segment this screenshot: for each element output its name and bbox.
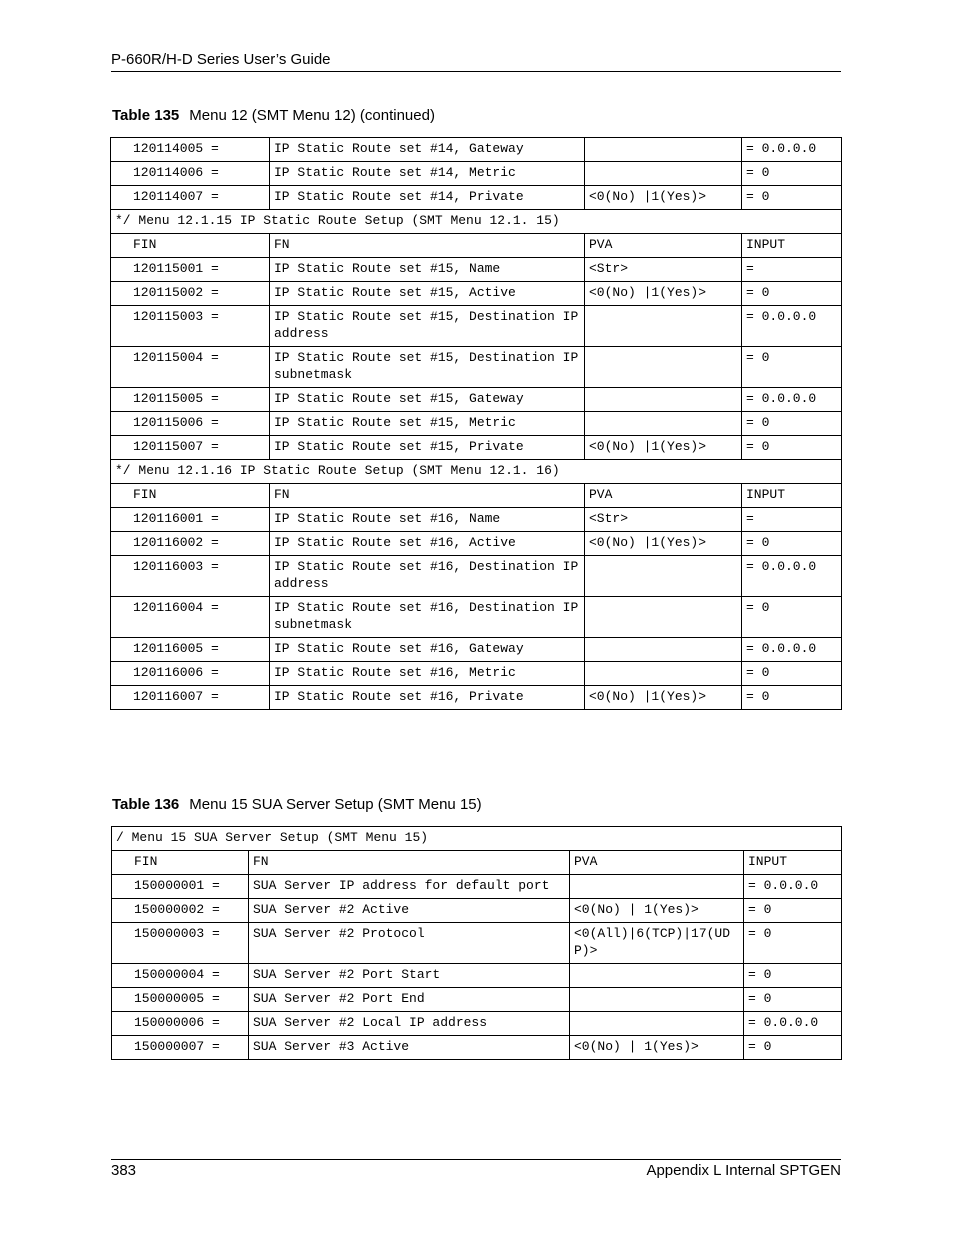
fin-cell: 120116007 = xyxy=(111,686,270,710)
table-136 xyxy=(111,826,842,1060)
table-row xyxy=(111,388,842,412)
section-row xyxy=(111,460,842,484)
header-rule xyxy=(111,71,841,72)
pva-cell: <0(No) |1(Yes)> xyxy=(585,282,742,306)
pva-cell xyxy=(585,388,742,412)
table-row xyxy=(112,964,842,988)
input-cell: = 0.0.0.0 xyxy=(742,138,842,162)
footer-section: Appendix L Internal SPTGEN xyxy=(646,1162,841,1179)
fn-cell: SUA Server #2 Protocol xyxy=(249,923,570,964)
running-header: P-660R/H-D Series User’s Guide xyxy=(111,51,331,68)
input-cell: = 0 xyxy=(744,988,842,1012)
pva-cell: <0(No) | 1(Yes)> xyxy=(570,899,744,923)
fn-cell: FN xyxy=(270,484,585,508)
input-cell: = 0 xyxy=(742,662,842,686)
input-cell: = 0 xyxy=(744,923,842,964)
fn-cell: FN xyxy=(270,234,585,258)
table-row xyxy=(112,1036,842,1060)
pva-cell xyxy=(585,306,742,347)
fn-cell: IP Static Route set #16, Gateway xyxy=(270,638,585,662)
fn-cell: FN xyxy=(249,851,570,875)
pva-cell: <Str> xyxy=(585,508,742,532)
table-row xyxy=(111,686,842,710)
fin-cell: 150000006 = xyxy=(112,1012,249,1036)
pva-cell xyxy=(585,162,742,186)
section-cell: */ Menu 12.1.15 IP Static Route Setup (SMT Menu 12.1. 15) xyxy=(111,210,842,234)
table-135-number: Table 135 xyxy=(112,107,180,124)
input-cell: = 0 xyxy=(744,1036,842,1060)
input-cell: = 0 xyxy=(742,686,842,710)
fin-cell: FIN xyxy=(111,234,270,258)
fin-cell: FIN xyxy=(111,484,270,508)
table-row xyxy=(111,306,842,347)
input-cell: = 0 xyxy=(742,597,842,638)
fin-cell: 120114005 = xyxy=(111,138,270,162)
fn-cell: IP Static Route set #14, Private xyxy=(270,186,585,210)
pva-cell: <0(No) |1(Yes)> xyxy=(585,686,742,710)
fn-cell: SUA Server #2 Port End xyxy=(249,988,570,1012)
table-row xyxy=(111,138,842,162)
table-row xyxy=(112,1012,842,1036)
pva-cell: PVA xyxy=(570,851,744,875)
table-row xyxy=(111,347,842,388)
section-row xyxy=(112,827,842,851)
fn-cell: SUA Server #3 Active xyxy=(249,1036,570,1060)
table-row xyxy=(111,508,842,532)
pva-cell xyxy=(585,556,742,597)
fin-cell: 120115007 = xyxy=(111,436,270,460)
page-number: 383 xyxy=(111,1162,137,1179)
fin-cell: 150000001 = xyxy=(112,875,249,899)
pva-cell: <0(No) |1(Yes)> xyxy=(585,186,742,210)
table-row xyxy=(111,282,842,306)
table-row xyxy=(111,412,842,436)
pva-cell xyxy=(585,662,742,686)
fn-cell: IP Static Route set #14, Gateway xyxy=(270,138,585,162)
pva-cell xyxy=(570,964,744,988)
table-row xyxy=(112,923,842,964)
pva-cell: <0(No) | 1(Yes)> xyxy=(570,1036,744,1060)
input-cell: = 0.0.0.0 xyxy=(742,388,842,412)
fin-cell: 150000004 = xyxy=(112,964,249,988)
fin-cell: 120116002 = xyxy=(111,532,270,556)
fn-cell: SUA Server IP address for default port xyxy=(249,875,570,899)
fin-cell: 150000002 = xyxy=(112,899,249,923)
input-cell: = 0 xyxy=(742,162,842,186)
table-135-caption xyxy=(112,107,435,124)
input-cell: = 0 xyxy=(742,347,842,388)
input-cell: INPUT xyxy=(744,851,842,875)
table-row xyxy=(111,597,842,638)
fin-cell: 150000005 = xyxy=(112,988,249,1012)
fin-cell: 150000007 = xyxy=(112,1036,249,1060)
fn-cell: IP Static Route set #16, Name xyxy=(270,508,585,532)
fn-cell: IP Static Route set #15, Destination IP subnetmask xyxy=(270,347,585,388)
fn-cell: SUA Server #2 Active xyxy=(249,899,570,923)
table-row xyxy=(111,186,842,210)
pva-cell xyxy=(585,412,742,436)
pva-cell: <0(No) |1(Yes)> xyxy=(585,436,742,460)
section-row xyxy=(111,210,842,234)
input-cell: = 0.0.0.0 xyxy=(744,1012,842,1036)
fn-cell: SUA Server #2 Port Start xyxy=(249,964,570,988)
table-row xyxy=(111,556,842,597)
fin-cell: 120115001 = xyxy=(111,258,270,282)
input-cell: = 0.0.0.0 xyxy=(742,556,842,597)
fin-cell: FIN xyxy=(112,851,249,875)
input-cell: = 0 xyxy=(742,412,842,436)
input-cell: = 0.0.0.0 xyxy=(744,875,842,899)
fin-cell: 120115004 = xyxy=(111,347,270,388)
fin-cell: 120116003 = xyxy=(111,556,270,597)
pva-cell: PVA xyxy=(585,234,742,258)
pva-cell: <Str> xyxy=(585,258,742,282)
input-cell: = xyxy=(742,258,842,282)
fn-cell: IP Static Route set #16, Metric xyxy=(270,662,585,686)
pva-cell xyxy=(570,1012,744,1036)
section-cell: / Menu 15 SUA Server Setup (SMT Menu 15) xyxy=(112,827,842,851)
fin-cell: 120114006 = xyxy=(111,162,270,186)
table-row xyxy=(112,875,842,899)
fn-cell: IP Static Route set #16, Destination IP subnetmask xyxy=(270,597,585,638)
pva-cell xyxy=(570,875,744,899)
pva-cell: PVA xyxy=(585,484,742,508)
table-136-title: Menu 15 SUA Server Setup (SMT Menu 15) xyxy=(189,796,482,813)
table-row xyxy=(111,436,842,460)
table-136-caption xyxy=(112,796,482,813)
pva-cell xyxy=(585,347,742,388)
fin-cell: 150000003 = xyxy=(112,923,249,964)
input-cell: = 0 xyxy=(742,186,842,210)
fn-cell: IP Static Route set #15, Metric xyxy=(270,412,585,436)
table-row xyxy=(111,638,842,662)
fin-cell: 120116005 = xyxy=(111,638,270,662)
input-cell: = 0.0.0.0 xyxy=(742,306,842,347)
fn-cell: IP Static Route set #16, Private xyxy=(270,686,585,710)
table-135-title: Menu 12 (SMT Menu 12) (continued) xyxy=(189,107,435,124)
input-cell: = 0 xyxy=(744,899,842,923)
pva-cell xyxy=(585,138,742,162)
fin-cell: 120114007 = xyxy=(111,186,270,210)
pva-cell: <0(No) |1(Yes)> xyxy=(585,532,742,556)
table-row xyxy=(112,899,842,923)
table-row xyxy=(111,662,842,686)
table-row xyxy=(111,484,842,508)
input-cell: = 0 xyxy=(742,436,842,460)
table-row xyxy=(112,851,842,875)
footer-rule xyxy=(111,1159,841,1160)
fn-cell: IP Static Route set #15, Destination IP address xyxy=(270,306,585,347)
table-row xyxy=(111,162,842,186)
fn-cell: IP Static Route set #16, Destination IP address xyxy=(270,556,585,597)
input-cell: = 0 xyxy=(742,282,842,306)
fn-cell: IP Static Route set #15, Gateway xyxy=(270,388,585,412)
pva-cell xyxy=(585,638,742,662)
input-cell: = 0 xyxy=(742,532,842,556)
input-cell: INPUT xyxy=(742,234,842,258)
input-cell: INPUT xyxy=(742,484,842,508)
input-cell: = xyxy=(742,508,842,532)
table-row xyxy=(111,532,842,556)
pva-cell xyxy=(570,988,744,1012)
table-row xyxy=(111,234,842,258)
pva-cell: <0(All)|6(TCP)|17(UDP)> xyxy=(570,923,744,964)
fin-cell: 120115006 = xyxy=(111,412,270,436)
table-135 xyxy=(110,137,842,710)
table-row xyxy=(112,988,842,1012)
fin-cell: 120116001 = xyxy=(111,508,270,532)
table-row xyxy=(111,258,842,282)
table-136-number: Table 136 xyxy=(112,796,180,813)
fin-cell: 120115003 = xyxy=(111,306,270,347)
fn-cell: IP Static Route set #15, Active xyxy=(270,282,585,306)
input-cell: = 0 xyxy=(744,964,842,988)
fin-cell: 120115005 = xyxy=(111,388,270,412)
fin-cell: 120116006 = xyxy=(111,662,270,686)
section-cell: */ Menu 12.1.16 IP Static Route Setup (SMT Menu 12.1. 16) xyxy=(111,460,842,484)
fin-cell: 120115002 = xyxy=(111,282,270,306)
fn-cell: IP Static Route set #16, Active xyxy=(270,532,585,556)
fn-cell: IP Static Route set #15, Private xyxy=(270,436,585,460)
fn-cell: IP Static Route set #15, Name xyxy=(270,258,585,282)
fin-cell: 120116004 = xyxy=(111,597,270,638)
input-cell: = 0.0.0.0 xyxy=(742,638,842,662)
pva-cell xyxy=(585,597,742,638)
fn-cell: SUA Server #2 Local IP address xyxy=(249,1012,570,1036)
fn-cell: IP Static Route set #14, Metric xyxy=(270,162,585,186)
